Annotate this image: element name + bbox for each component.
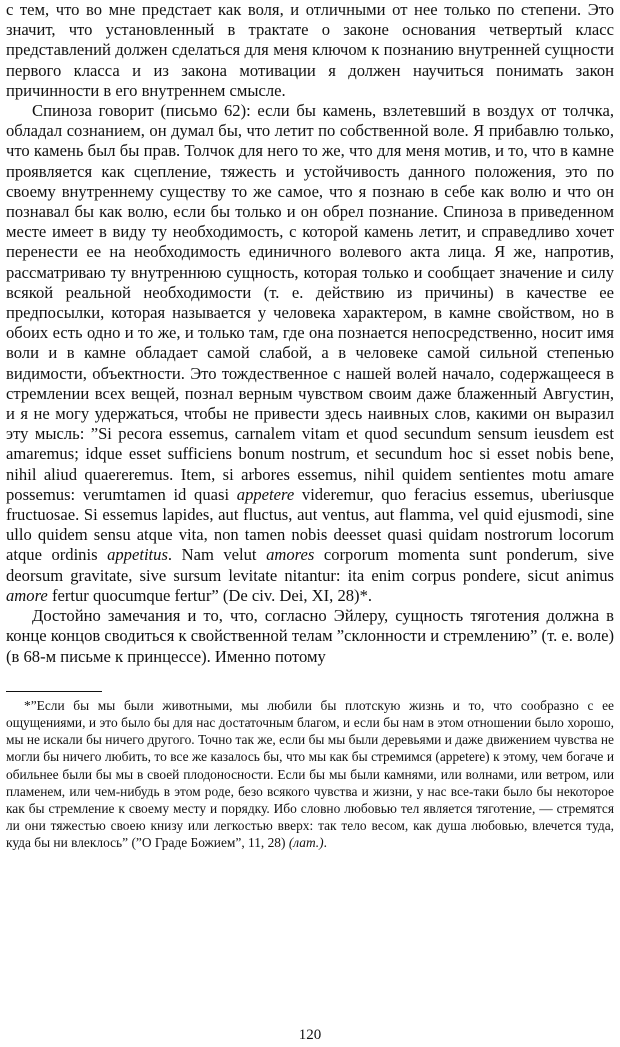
paragraph-2-part-a: Спиноза говорит (письмо 62): если бы камень, взлетевший в воздух от толчка, обладал сознанием, он думал бы, что летит по собственной воле. Я прибавлю только, что камень был бы прав. Толчок для него то же, что для меня мотив, и то, что в камне проявляется как сцепление, тяжесть и устойчивость данного положения, это по своему внутреннему существу то же самое, что я познаю в себе как волю и что он познавал бы как волю, если бы только и он обрел познание. Спиноза в приведенном месте имеет в виду ту необходимость, с которой камень летит, и справедливо хочет перенести ее на необходимость единичного волевого акта лица. Я же, напротив, рассматриваю ту внутреннюю сущность, которая только и сообщает значение и силу всякой реальной необходимости (т. е. действию из причины) в качестве ее предпосылки, которая называется у человека характером, в камне свойством, но в обоих есть одно и то же, и только там, где она познается непосредственно, носит имя воли и в камне обладает самой слабой, а в человеке самой сильной степенью видимости, объектности. Это тождественное с нашей волей начало, содержащееся в стремлении всех вещей, познал верным чувством своим даже блаженный Августин, и я не могу удержаться, чтобы не привести здесь наивных слов, какими он выразил эту мысль: ”Si pecora essemus, carnalem vitam et quod secundum sensum ieusdem est amaremus; idque esset sufficiens bonum nostrum, et secundum hoc si esset nobis bene, nihil aliud quaereremus. Item, si arbores essemus, nihil quidem sentientes motu amare possemus: verumtamen id quasi xyxy=(6,101,614,504)
paragraph-3: Достойно замечания и то, что, согласно Эйлеру, сущность тяготения должна в конце концов сводиться к свойственной телам ”склонности и стремлению” (т. е. воле) (в 68-м письме к принцессе). Именно потому xyxy=(6,606,615,666)
paragraph-2-part-c: . Nam velut xyxy=(167,545,267,565)
page-number: 120 xyxy=(298,1027,322,1043)
italic-amores: amores xyxy=(266,545,315,565)
paragraph-2-part-d: corporum momenta sunt ponderum, sive deorsum gravitate, sive sursum levitate nitantur: ita enim corpus pondere, sicut animus xyxy=(6,545,615,585)
paragraph-2-part-e: fertur quocumque fertur” (De civ. Dei, XI, 28)*. xyxy=(47,585,373,605)
italic-amore: amore xyxy=(6,585,48,605)
footnote-lat-label: (лат.) xyxy=(288,835,324,851)
book-page xyxy=(6,0,614,852)
italic-appetere: appetere xyxy=(236,484,295,504)
main-text xyxy=(6,0,614,667)
footnote-paragraph xyxy=(6,697,614,852)
footnote-divider xyxy=(6,691,102,692)
footnote-end: . xyxy=(323,835,327,851)
italic-appetitus: appetitus xyxy=(107,545,168,565)
footnote xyxy=(6,697,614,852)
paragraph-1: с тем, что во мне предстает как воля, и отличными от нее только по степени. Это значит, что установленный в трактате о законе основания четвертый класс представлений должен сделаться для меня ключом к познанию внутренней сущности первого класса и из закона мотивации я должен научиться понимать закон причинности в его внутреннем смысле. xyxy=(6,0,614,100)
paragraph-2-part-b: videremur, quo feracius essemus, uberiusque fructuosae. Si essemus lapides, aut fluctus, aut ventus, aut flamma, vel quid ejusmodi, sine ullo quidem sensu atque vita, non tamen nobis deesset quasi quidam nostrorum locorum atque ordinis xyxy=(6,484,614,565)
footnote-text: *”Если бы мы были животными, мы любили бы плотскую жизнь и то, что сообразно с ее ощущениями, и это было бы для нас достаточным благом, и если бы нам в этом отношении было хорошо, мы не искали бы ничего другого. Точно так же, если бы мы были деревьями и даже движением чувства не могли бы ничего любить, то все же казалось бы, что мы как бы стремимся (appetere) к этому, чем богаче и обильнее были бы мы в своей плодоносности. Если бы мы были камнями, или волнами, или ветром, или пламенем, или чем-нибудь в этом роде, безо всякого чувства и жизни, у нас все-таки было бы некоторое как бы стремление к своему месту и порядку. Ибо словно любовью тел является тяготение, — стремятся ли они тяжестью своею книзу или легкостью вверх: так тело весом, как душа любовью, влечется туда, куда бы ни влеклось” (”О Граде Божием”, 11, 28) xyxy=(6,697,614,851)
paragraph-2 xyxy=(6,101,614,606)
